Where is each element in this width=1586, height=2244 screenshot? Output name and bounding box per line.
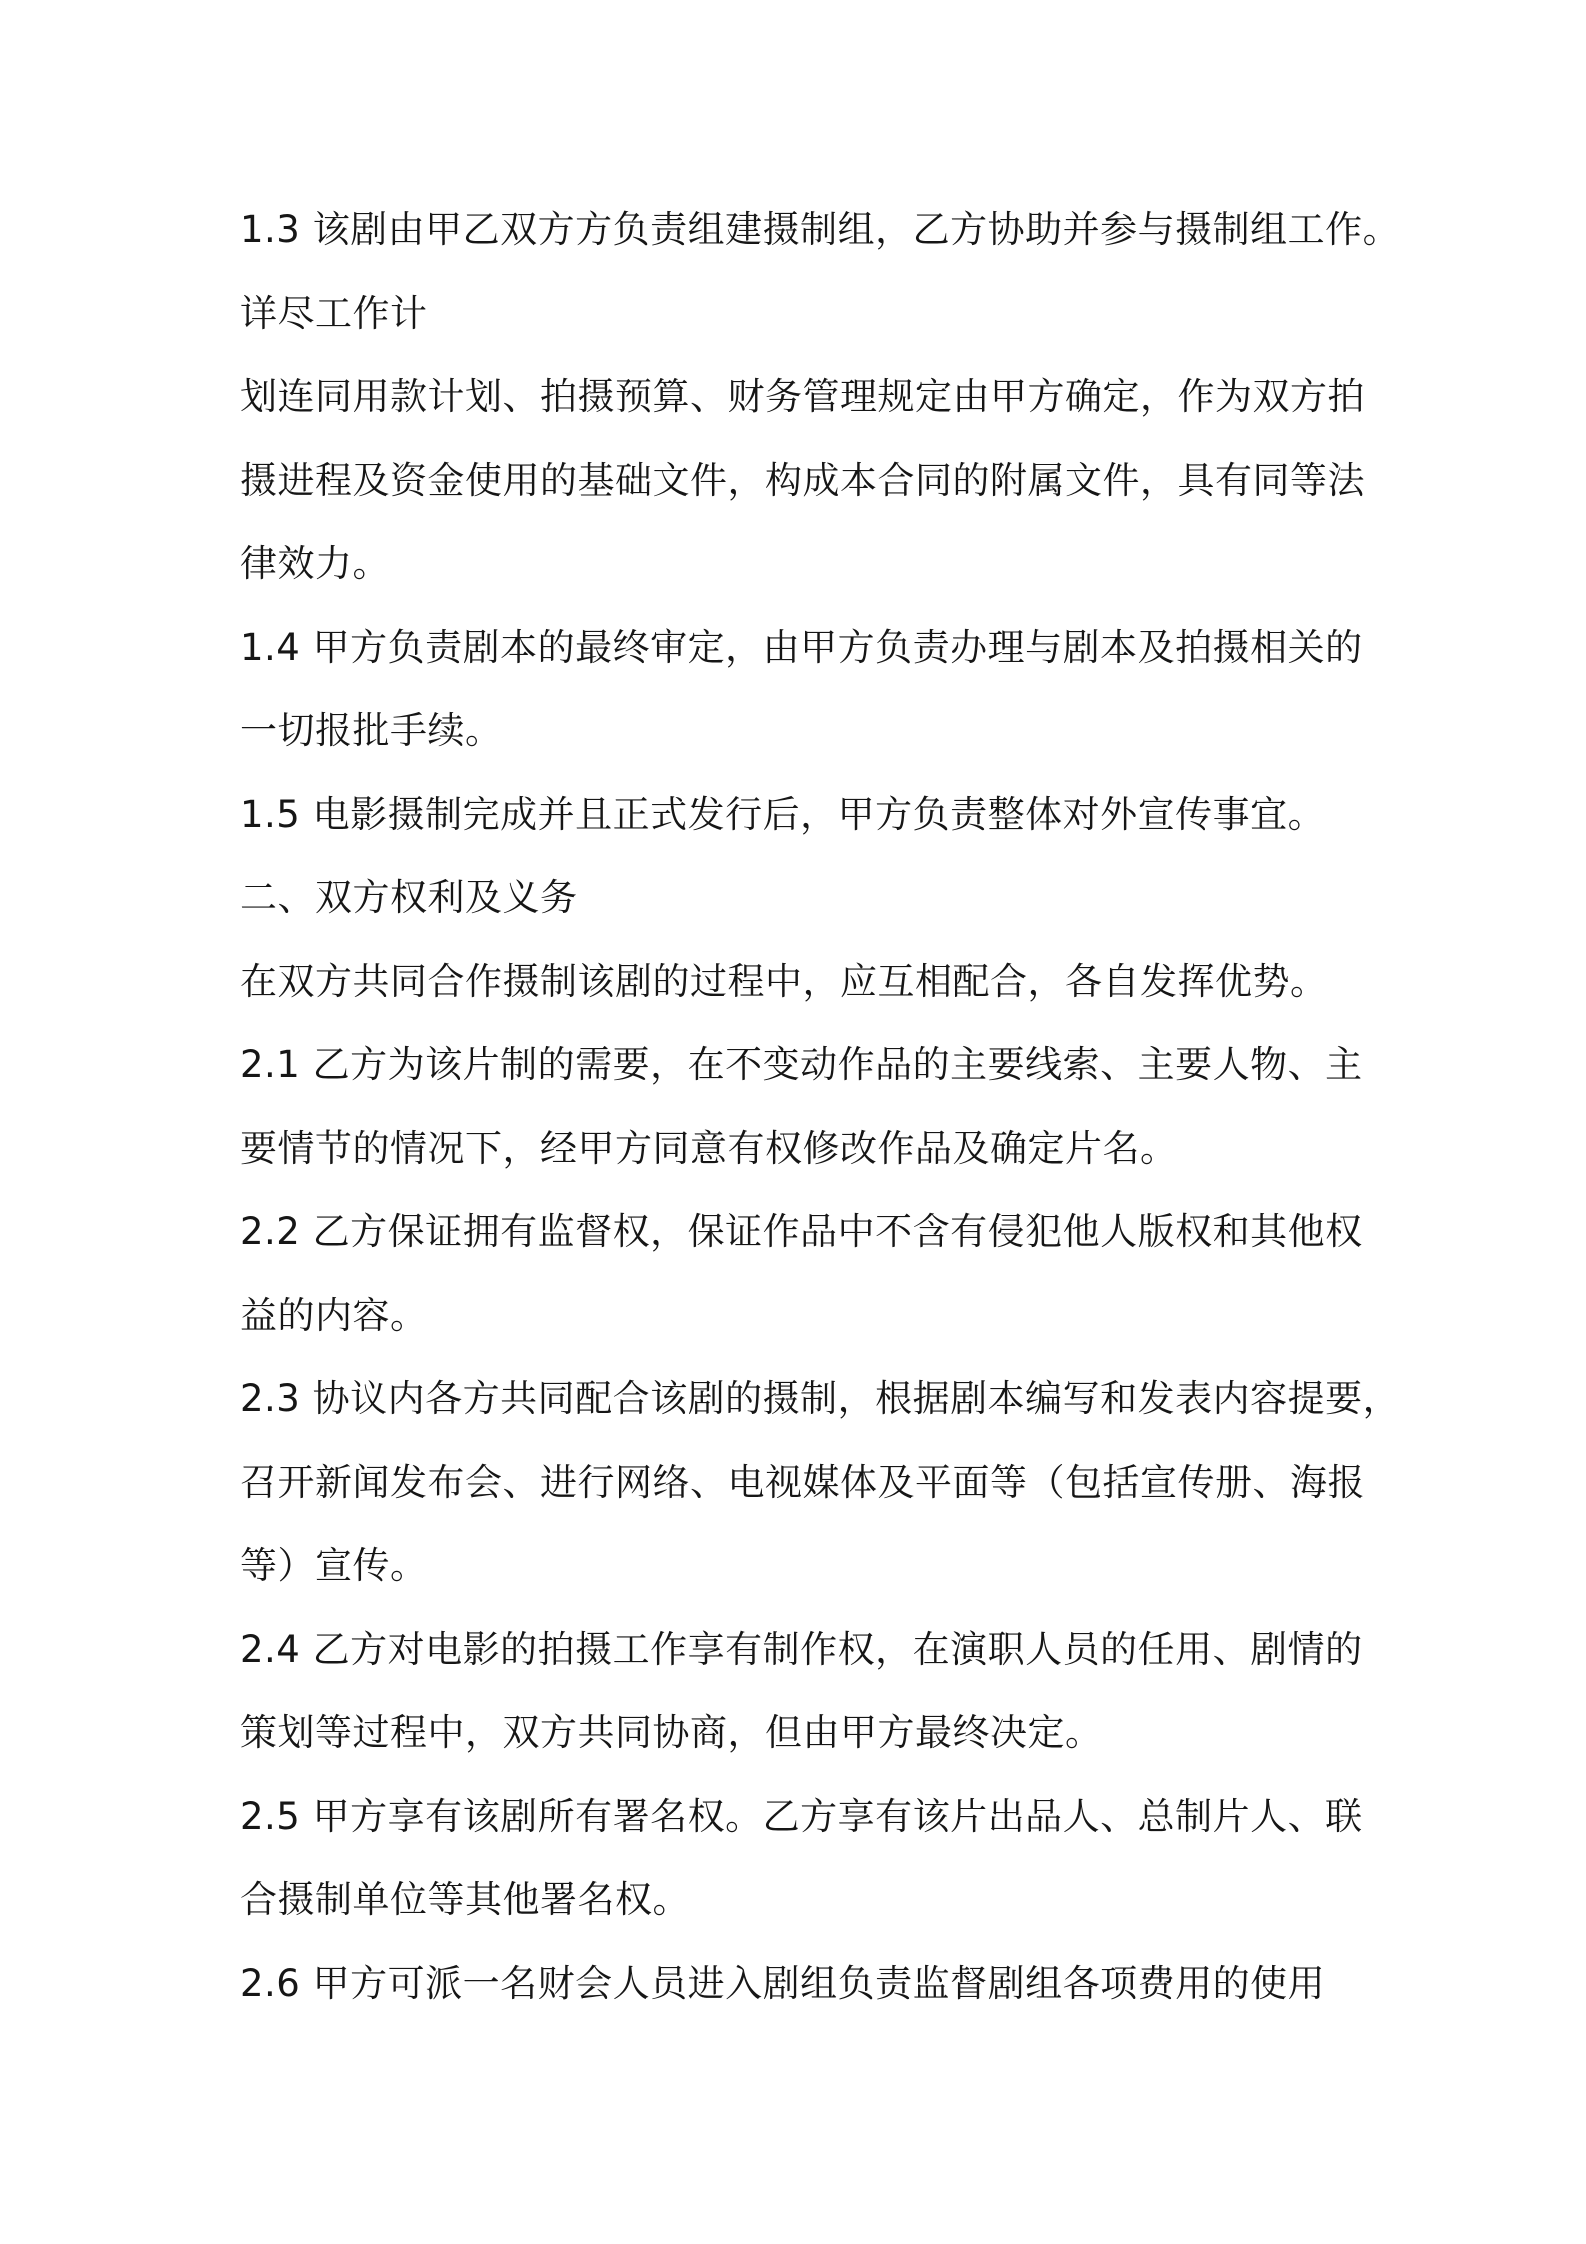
clause-1-3-line-4: 摄进程及资金使用的基础文件，构成本合同的附属文件，具有同等法 <box>240 459 1365 502</box>
clause-2-1-line-1: 2.1 乙方为该片制的需要，在不变动作品的主要线索、主要人物、主 <box>240 1043 1363 1086</box>
clause-2-3-line-3: 等）宣传。 <box>240 1544 428 1587</box>
section-2-heading: 二、双方权利及义务 <box>240 876 578 919</box>
clause-2-3-line-2: 召开新闻发布会、进行网络、电视媒体及平面等（包括宣传册、海报 <box>240 1461 1365 1504</box>
clause-2-3-line-1: 2.3 协议内各方共同配合该剧的摄制，根据剧本编写和发表内容提要， <box>240 1377 1401 1420</box>
clause-1-4-line-2: 一切报批手续。 <box>240 709 503 752</box>
clause-2-5-line-1: 2.5 甲方享有该剧所有署名权。乙方享有该片出品人、总制片人、联 <box>240 1795 1363 1838</box>
clause-1-5-line-1: 1.5 电影摄制完成并且正式发行后，甲方负责整体对外宣传事宜。 <box>240 793 1326 836</box>
clause-2-4-line-1: 2.4 乙方对电影的拍摄工作享有制作权，在演职人员的任用、剧情的 <box>240 1628 1363 1671</box>
clause-1-3-line-3: 划连同用款计划、拍摄预算、财务管理规定由甲方确定，作为双方拍 <box>240 375 1365 418</box>
clause-2-4-line-2: 策划等过程中，双方共同协商，但由甲方最终决定。 <box>240 1711 1103 1754</box>
clause-2-5-line-2: 合摄制单位等其他署名权。 <box>240 1878 690 1921</box>
clause-1-4-line-1: 1.4 甲方负责剧本的最终审定，由甲方负责办理与剧本及拍摄相关的 <box>240 626 1363 669</box>
section-2-intro: 在双方共同合作摄制该剧的过程中，应互相配合，各自发挥优势。 <box>240 960 1328 1003</box>
clause-2-6-line-1: 2.6 甲方可派一名财会人员进入剧组负责监督剧组各项费用的使用 <box>240 1962 1326 2005</box>
clause-1-3-line-1: 1.3 该剧由甲乙双方方负责组建摄制组，乙方协助并参与摄制组工作。 <box>240 208 1401 251</box>
clause-1-3-line-5: 律效力。 <box>240 542 390 585</box>
clause-2-2-line-2: 益的内容。 <box>240 1294 428 1337</box>
clause-2-2-line-1: 2.2 乙方保证拥有监督权，保证作品中不含有侵犯他人版权和其他权 <box>240 1210 1363 1253</box>
clause-1-3-line-2: 详尽工作计 <box>240 292 428 335</box>
clause-2-1-line-2: 要情节的情况下，经甲方同意有权修改作品及确定片名。 <box>240 1127 1178 1170</box>
